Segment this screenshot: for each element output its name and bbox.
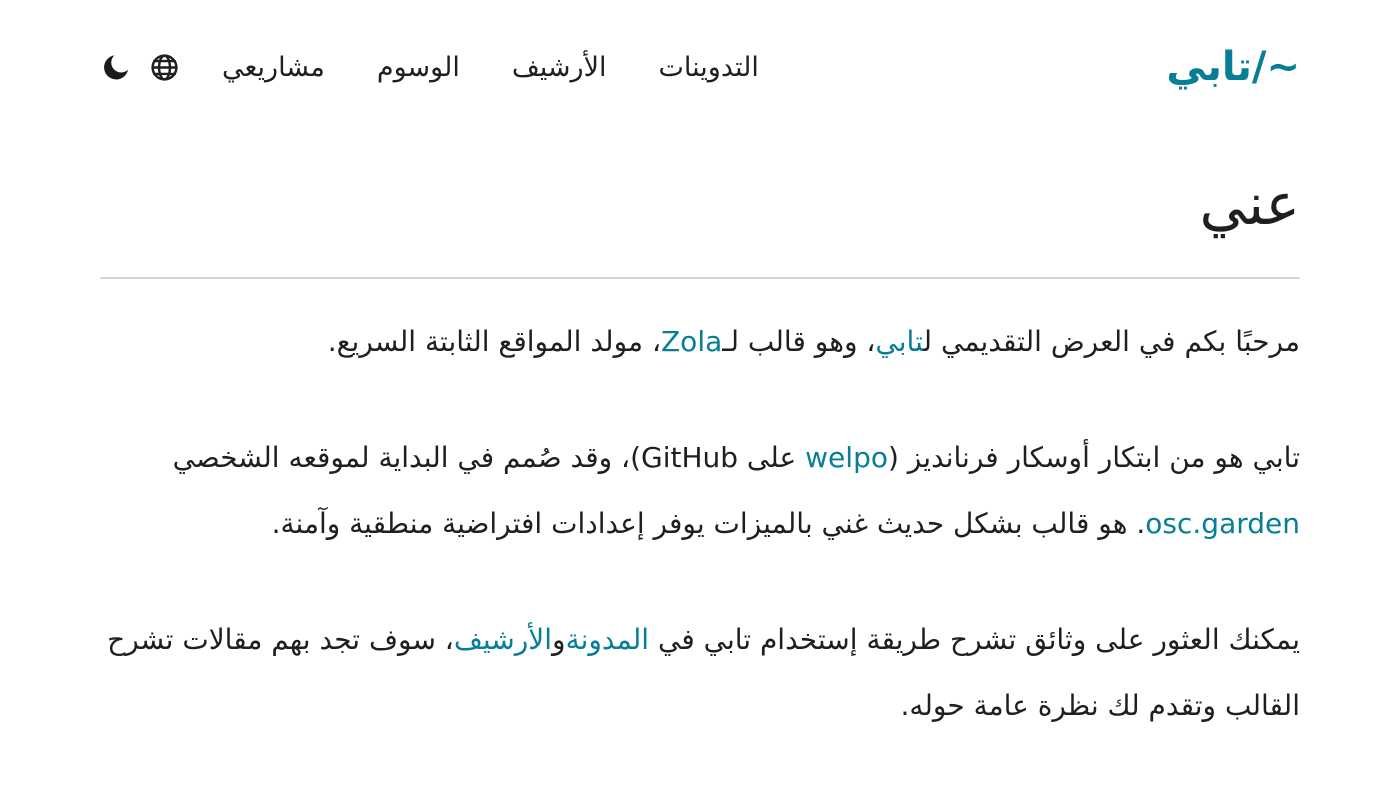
main-nav [222,52,759,83]
page-container [100,0,1300,739]
inline-link[interactable]: المدونة [565,622,650,656]
inline-link[interactable]: welpo [805,440,888,474]
header-controls [100,51,180,84]
page-title: عني [1199,170,1300,238]
nav-link-tags[interactable]: الوسوم [376,51,460,83]
text-segment: . هو قالب بشكل حديث غني بالميزات يوفر إعدادات افتراضية منطقية وآمنة. [271,506,1146,540]
text-segment: ، سوف تجد بهم مقالات تشرح القالب وتقدم لك نظرة عامة حوله. [107,622,1300,722]
site-header [100,0,1300,90]
site-title-link[interactable]: ~/تابي [1166,44,1300,90]
about-paragraph-author [100,425,1300,557]
text-segment: مرحبًا بكم في العرض التقديمي ل [923,324,1300,358]
about-paragraph-intro [100,309,1300,375]
text-segment: و [552,622,566,656]
language-switcher-button[interactable] [149,52,180,83]
inline-link[interactable]: Zola [661,324,723,358]
about-paragraph-docs [100,607,1300,739]
nav-link-posts[interactable]: التدوينات [658,51,759,83]
text-segment: ، وهو قالب لـ [722,324,876,358]
text-segment: على GitHub)، وقد صُمم في البداية لموقعه الشخصي [172,440,806,474]
globe-icon [149,52,180,83]
nav-link-archive[interactable]: الأرشيف [511,51,607,83]
text-segment: يمكنك العثور على وثائق تشرح طريقة إستخدام تابي في [649,622,1300,656]
main-content [100,168,1300,739]
header-nav-area [100,51,759,84]
inline-link[interactable]: osc.garden [1145,506,1300,540]
text-segment: ، مولد المواقع الثابتة السريع. [327,324,661,358]
inline-link[interactable]: تابي [875,324,924,358]
inline-link[interactable]: الأرشيف [453,622,553,656]
nav-link-projects[interactable]: مشاريعي [222,51,325,83]
moon-icon [100,51,133,84]
title-divider [100,277,1300,279]
text-segment: تابي هو من ابتكار أوسكار فرنانديز ( [887,440,1300,474]
theme-toggle-button[interactable] [100,51,133,84]
